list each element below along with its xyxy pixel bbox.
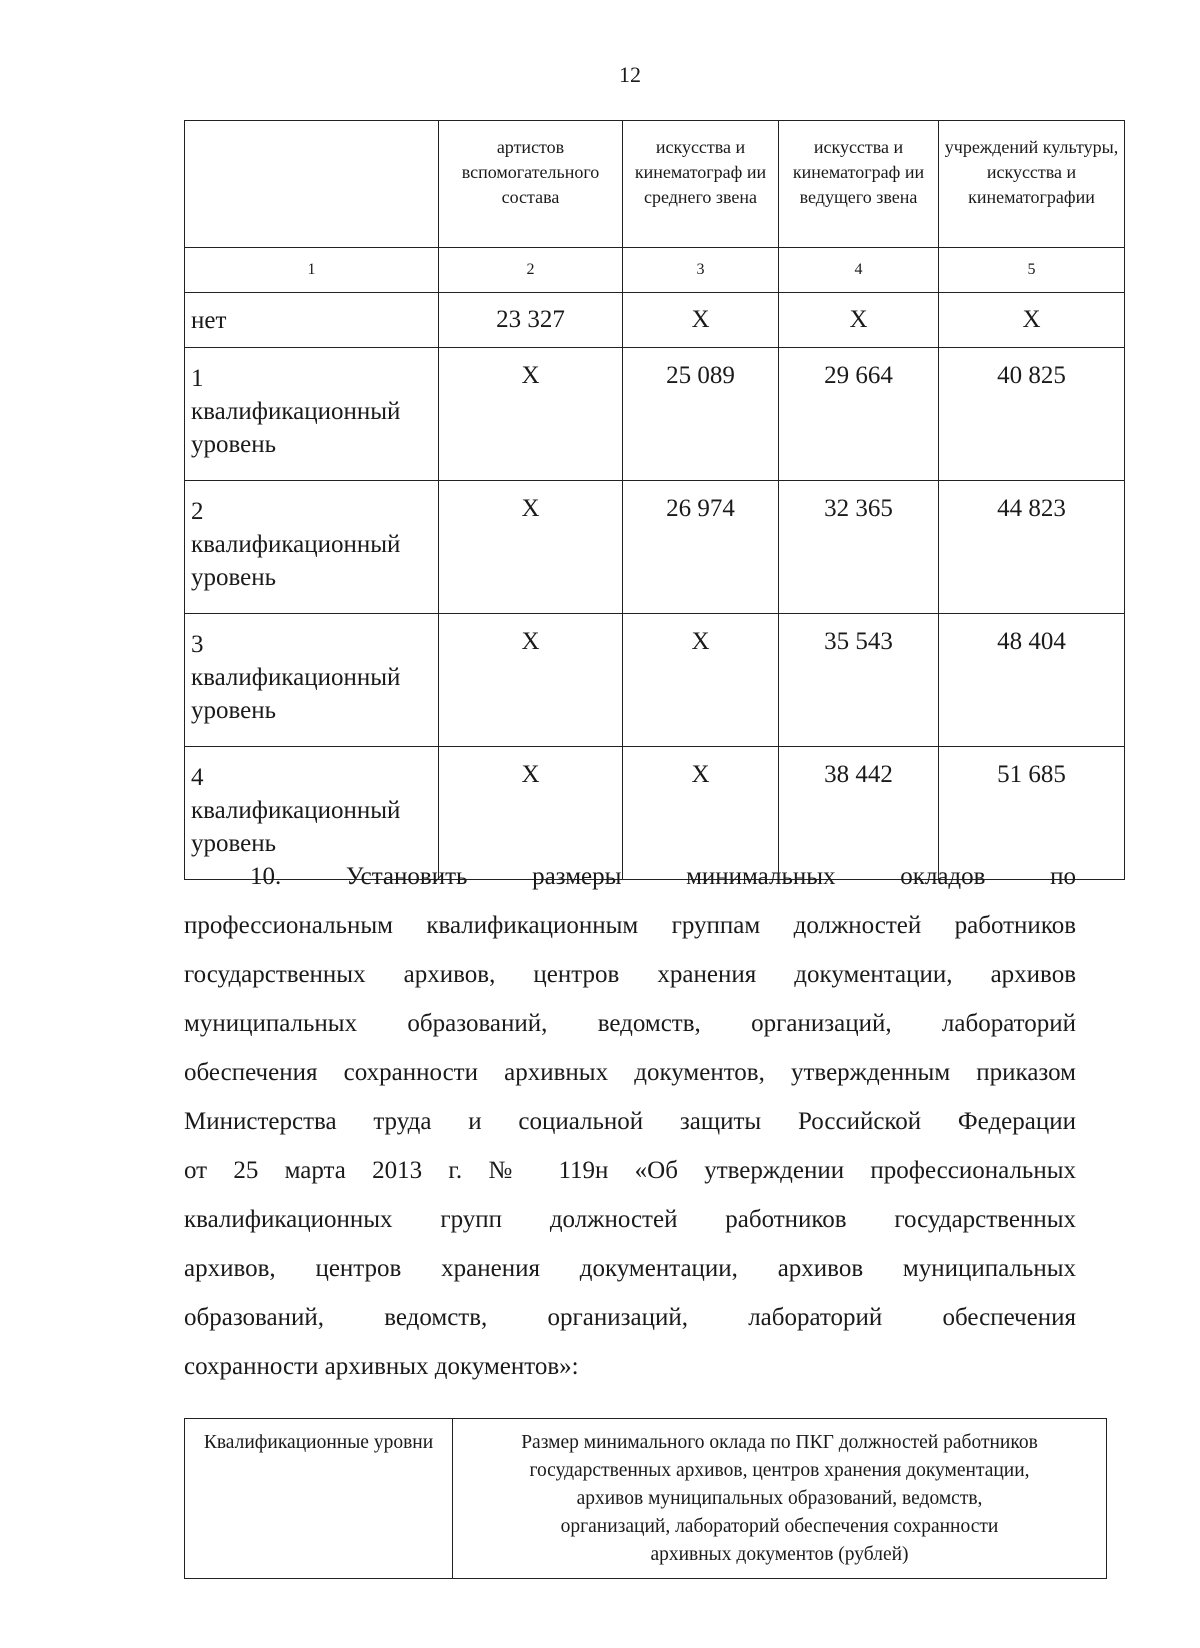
table-cell: 40 825	[939, 348, 1125, 481]
header-cell: артистов вспомогательного состава	[439, 121, 623, 248]
table-cell: 25 089	[623, 348, 779, 481]
level-text: уровень	[191, 830, 277, 857]
header-line: государственных архивов, центров хранения документации,	[529, 1460, 1030, 1481]
paragraph-line: сохранности архивных документов»:	[184, 1353, 579, 1380]
table-cell: Х	[623, 293, 779, 348]
paragraph-line: профессиональным квалификационным группам должностей работников	[184, 912, 1076, 939]
table-cell: Х	[623, 614, 779, 747]
table-cell: Х	[779, 293, 939, 348]
level-text: уровень	[191, 564, 277, 591]
table-header-row	[185, 121, 1125, 248]
level-number: 1	[191, 365, 204, 392]
paragraph-word: Установить	[345, 863, 468, 890]
paragraph-line: образований, ведомств, организаций, лабораторий обеспечения	[184, 1304, 1076, 1331]
paragraph-line: Министерства труда и социальной защиты Российской Федерации	[184, 1108, 1076, 1135]
header-cell	[185, 121, 439, 248]
paragraph-word: по	[1050, 863, 1077, 890]
table-cell: 51 685	[939, 747, 1125, 880]
column-number: 3	[623, 248, 779, 293]
table-cell: Х	[439, 481, 623, 614]
paragraph-line: от 25 марта 2013 г. № 119н «Об утверждении профессиональных	[184, 1157, 1076, 1184]
paragraph-word: минимальных	[686, 863, 836, 890]
row-label	[185, 614, 439, 747]
table-row	[185, 481, 1125, 614]
level-number: 3	[191, 631, 204, 658]
table-header-row	[185, 1419, 1107, 1579]
table-row	[185, 348, 1125, 481]
column-number: 4	[779, 248, 939, 293]
body-paragraph	[184, 852, 1076, 1391]
paragraph-word: размеры	[532, 863, 622, 890]
header-cell-salary	[453, 1419, 1107, 1579]
level-number: 2	[191, 498, 204, 525]
table-cell: Х	[439, 614, 623, 747]
row-label	[185, 348, 439, 481]
paragraph-line: муниципальных образований, ведомств, организаций, лабораторий	[184, 1010, 1076, 1037]
table-cell: 32 365	[779, 481, 939, 614]
table-cell: Х	[939, 293, 1125, 348]
paragraph-line: квалификационных групп должностей работников государственных	[184, 1206, 1076, 1233]
column-number: 1	[185, 248, 439, 293]
header-cell: искусства и кинематограф ии среднего звена	[623, 121, 779, 248]
level-text: уровень	[191, 431, 277, 458]
table-cell: 44 823	[939, 481, 1125, 614]
paragraph-line: обеспечения сохранности архивных документов, утвержденным приказом	[184, 1059, 1076, 1086]
header-cell: искусства и кинематограф ии ведущего звена	[779, 121, 939, 248]
table-cell: 29 664	[779, 348, 939, 481]
paragraph-line: государственных архивов, центров хранения документации, архивов	[184, 961, 1076, 988]
header-cell-levels: Квалификационные уровни	[185, 1419, 453, 1579]
row-label: нет	[185, 293, 439, 348]
column-number: 2	[439, 248, 623, 293]
paragraph-line	[184, 852, 1076, 901]
table-cell: 38 442	[779, 747, 939, 880]
table-row	[185, 614, 1125, 747]
table-cell: Х	[439, 747, 623, 880]
level-text: квалификационный	[191, 531, 401, 558]
level-number: 4	[191, 764, 204, 791]
paragraph-word: окладов	[900, 863, 986, 890]
table-cell: 48 404	[939, 614, 1125, 747]
level-text: квалификационный	[191, 398, 401, 425]
table-row	[185, 293, 1125, 348]
header-line: организаций, лабораторий обеспечения сохранности	[560, 1516, 999, 1537]
salary-table-archives	[184, 1418, 1107, 1579]
column-number: 5	[939, 248, 1125, 293]
header-line: архивов муниципальных образований, ведомств,	[576, 1488, 983, 1509]
paragraph-word: 10.	[250, 863, 282, 890]
level-text: уровень	[191, 697, 277, 724]
header-line: архивных документов (рублей)	[650, 1544, 909, 1565]
salary-table-culture	[184, 120, 1125, 880]
level-text: квалификационный	[191, 664, 401, 691]
table-cell: Х	[623, 747, 779, 880]
page-number: 12	[619, 62, 641, 87]
table-cell: 23 327	[439, 293, 623, 348]
row-label	[185, 481, 439, 614]
table-cell: 26 974	[623, 481, 779, 614]
header-cell: учреждений культуры, искусства и кинематографии	[939, 121, 1125, 248]
column-number-row	[185, 248, 1125, 293]
table-cell: Х	[439, 348, 623, 481]
level-text: квалификационный	[191, 797, 401, 824]
header-line: Размер минимального оклада по ПКГ должностей работников	[521, 1432, 1038, 1453]
paragraph-line: архивов, центров хранения документации, архивов муниципальных	[184, 1255, 1076, 1282]
table-cell: 35 543	[779, 614, 939, 747]
